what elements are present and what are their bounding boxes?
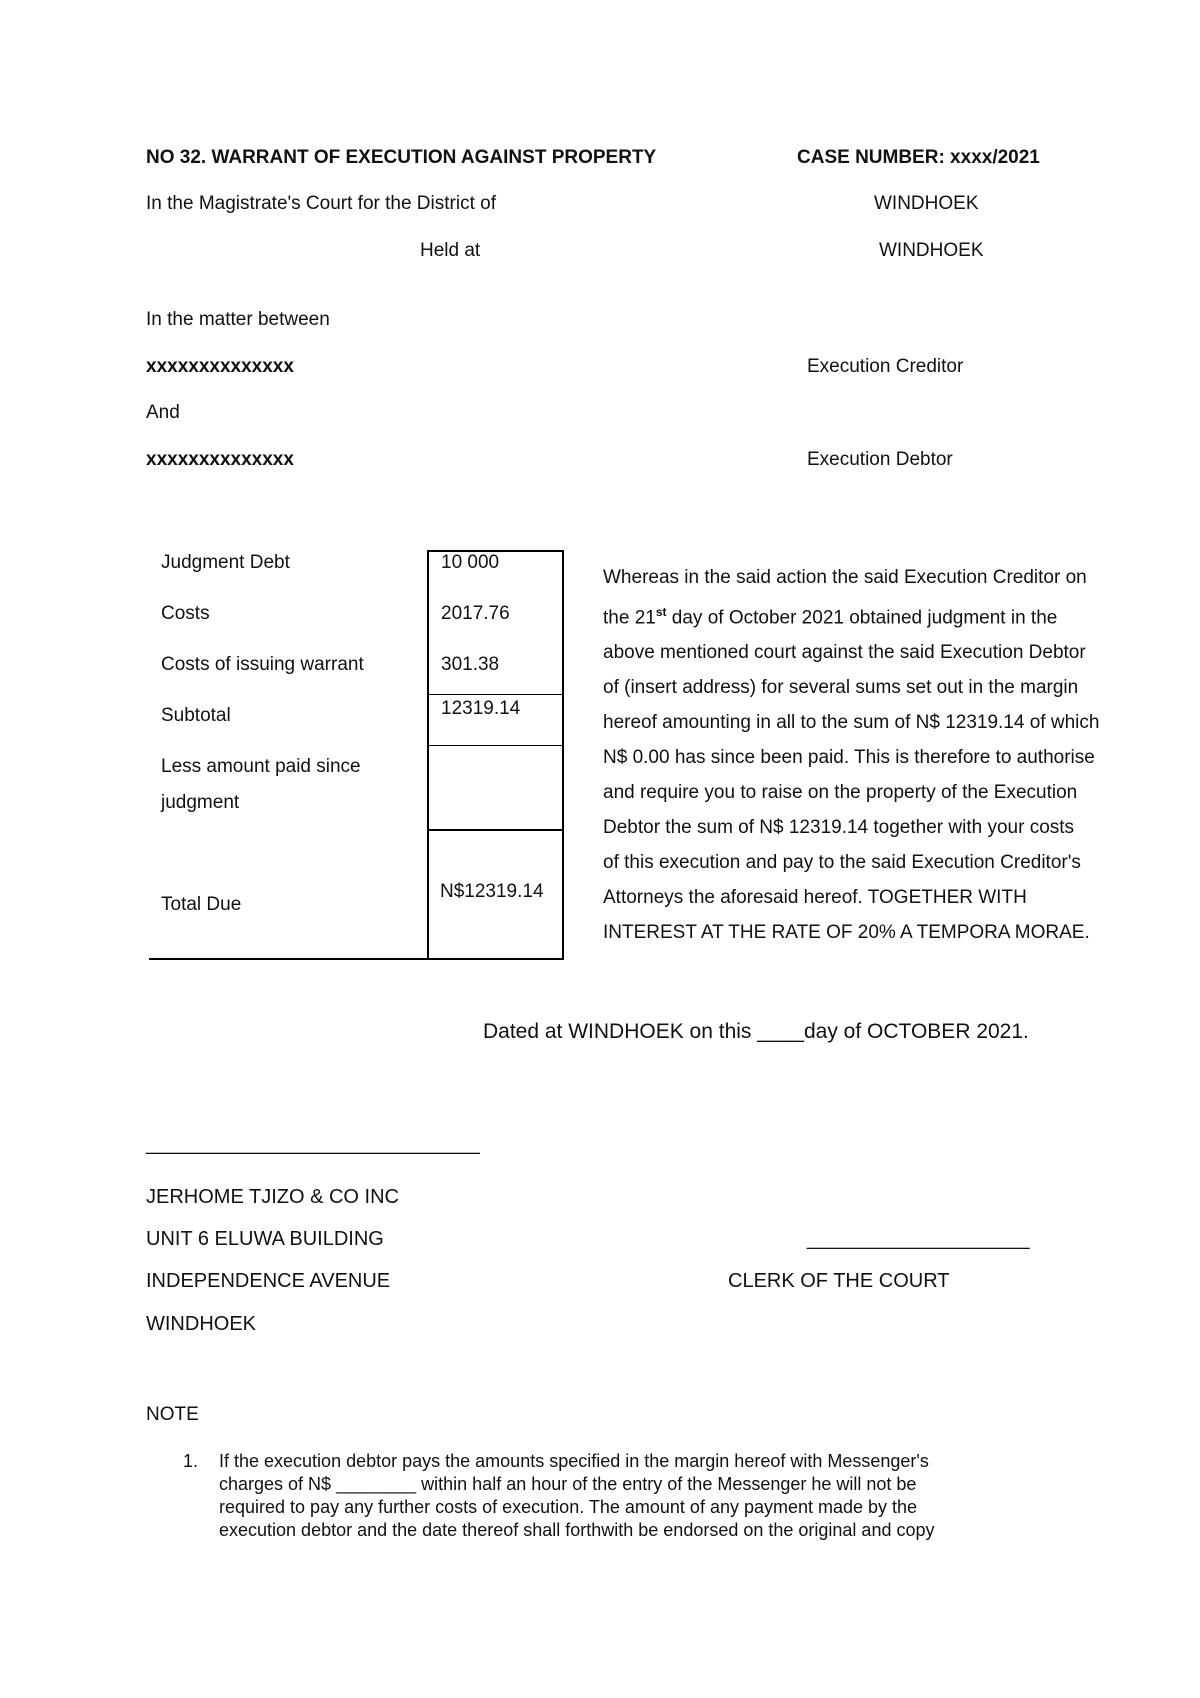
paragraph-line: the 21st day of October 2021 obtained judgment in the xyxy=(603,605,1058,629)
note-line: charges of N$ ________ within half an hour of the entry of the Messenger he will not be xyxy=(219,1474,917,1494)
paragraph-line: of (insert address) for several sums set out in the margin xyxy=(603,677,1079,699)
table-row-divider xyxy=(427,829,564,831)
paragraph-line: Whereas in the said action the said Execution Creditor on xyxy=(603,567,1087,588)
signature-line-left: ______________________________ xyxy=(146,1133,480,1155)
subtotal-label: Subtotal xyxy=(161,705,231,726)
address-line-1: UNIT 6 ELUWA BUILDING xyxy=(146,1228,384,1250)
paragraph-line: of this execution and pay to the said Execution Creditor's xyxy=(603,852,1081,874)
warrant-costs-label: Costs of issuing warrant xyxy=(161,654,364,675)
paragraph-line: Debtor the sum of N$ 12319.14 together with your costs xyxy=(603,817,1075,839)
note-item-body xyxy=(219,1450,1039,1542)
paragraph-line: N$ 0.00 has since been paid. This is therefore to authorise xyxy=(603,747,1095,769)
subtotal-value: 12319.14 xyxy=(441,698,521,719)
table-row-divider xyxy=(427,745,564,746)
judgment-debt-value: 10 000 xyxy=(441,552,500,573)
margin-sums-table xyxy=(149,550,565,960)
table-bottom-border xyxy=(149,958,564,960)
clerk-label: CLERK OF THE COURT xyxy=(728,1270,950,1292)
judgment-debt-label: Judgment Debt xyxy=(161,552,290,573)
note-line: execution debtor and the date thereof shall forthwith be endorsed on the original and copy xyxy=(219,1520,935,1540)
firm-name: JERHOME TJIZO & CO INC xyxy=(146,1186,399,1208)
signature-line-right: ____________________ xyxy=(807,1228,1030,1250)
table-column-divider xyxy=(427,550,429,960)
document-title: NO 32. WARRANT OF EXECUTION AGAINST PROPERTY xyxy=(146,147,657,168)
note-line: If the execution debtor pays the amounts specified in the margin hereof with Messenger's xyxy=(219,1451,929,1471)
less-paid-label: Less amount paid since xyxy=(161,756,361,777)
total-due-value: N$12319.14 xyxy=(440,881,544,902)
costs-label: Costs xyxy=(161,603,210,624)
warrant-costs-value: 301.38 xyxy=(441,654,500,675)
paragraph-line: above mentioned court against the said Execution Debtor xyxy=(603,642,1086,664)
ordinal-suffix: st xyxy=(655,605,667,619)
case-number: CASE NUMBER: xxxx/2021 xyxy=(797,147,1040,168)
address-city: WINDHOEK xyxy=(146,1313,256,1335)
table-row-divider xyxy=(427,694,564,695)
paragraph-line: INTEREST AT THE RATE OF 20% A TEMPORA MORAE. xyxy=(603,922,1090,944)
creditor-role: Execution Creditor xyxy=(807,356,964,377)
dated-line: Dated at WINDHOEK on this ____day of OCTOBER 2021. xyxy=(483,1020,1029,1043)
paragraph-line: hereof amounting in all to the sum of N$ 12319.14 of which xyxy=(603,712,1100,734)
paragraph-line: Attorneys the aforesaid hereof. TOGETHER WITH xyxy=(603,887,1027,909)
and-label: And xyxy=(146,402,180,423)
district-value: WINDHOEK xyxy=(874,193,979,214)
held-at-label: Held at xyxy=(420,240,481,261)
district-label: In the Magistrate's Court for the District of xyxy=(146,193,496,214)
note-line: required to pay any further costs of execution. The amount of any payment made by the xyxy=(219,1497,918,1517)
note-heading: NOTE xyxy=(146,1404,199,1425)
total-due-label: Total Due xyxy=(161,894,242,915)
note-item-number: 1. xyxy=(183,1451,199,1471)
debtor-name: xxxxxxxxxxxxxx xyxy=(146,449,294,470)
creditor-name: xxxxxxxxxxxxxx xyxy=(146,356,294,377)
address-line-2: INDEPENDENCE AVENUE xyxy=(146,1270,391,1292)
table-right-border xyxy=(562,550,564,960)
paragraph-line: and require you to raise on the property of the Execution xyxy=(603,782,1078,804)
parties-intro: In the matter between xyxy=(146,309,330,330)
held-at-value: WINDHOEK xyxy=(879,240,984,261)
less-paid-label-cont: judgment xyxy=(161,792,240,813)
warrant-paragraph xyxy=(603,560,1143,950)
costs-value: 2017.76 xyxy=(441,603,510,624)
debtor-role: Execution Debtor xyxy=(807,449,953,470)
